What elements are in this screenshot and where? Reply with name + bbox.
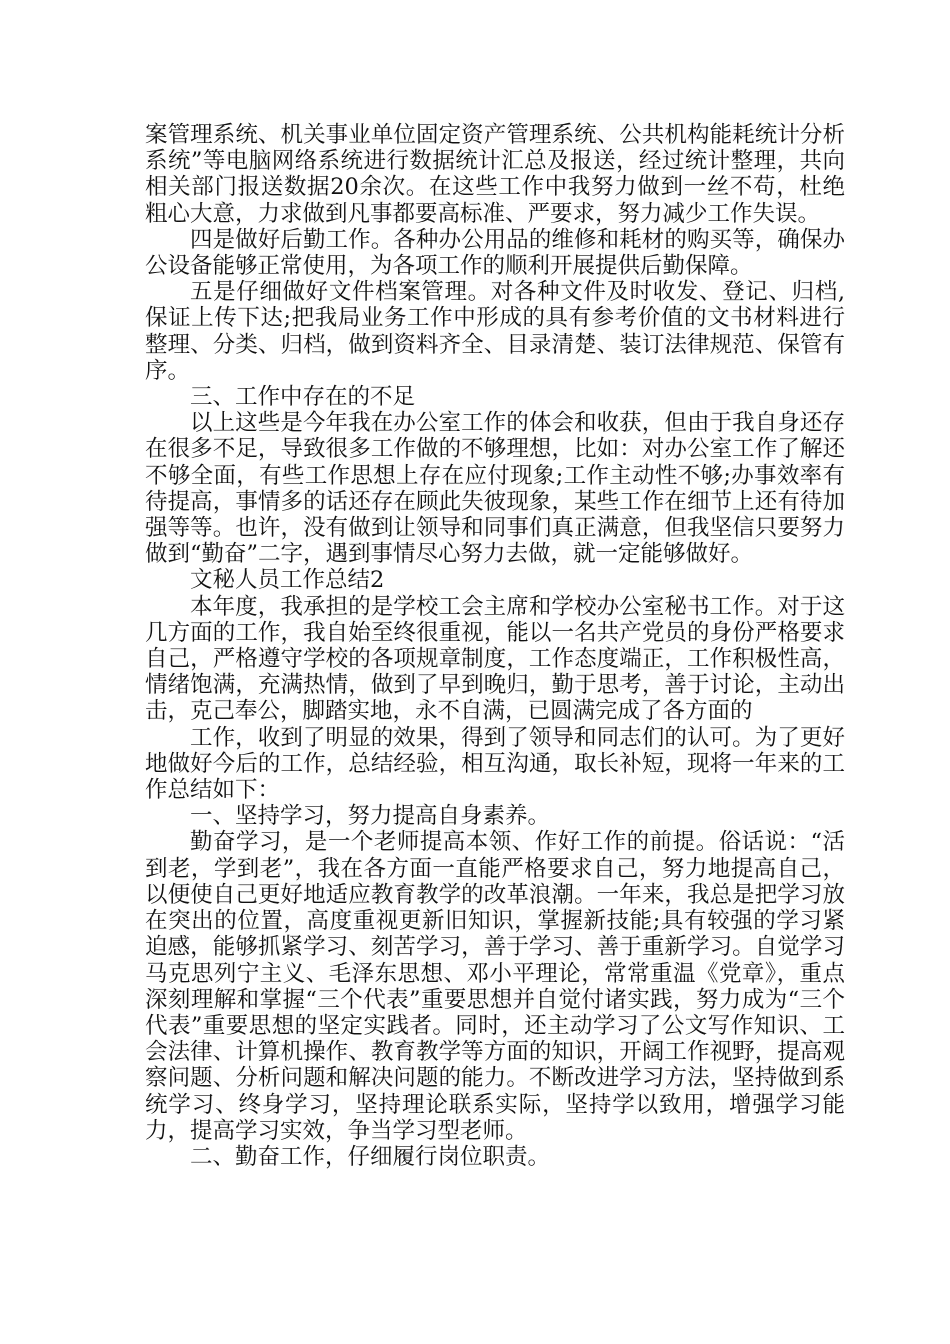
paragraph-3: 五是仔细做好文件档案管理。对各种文件及时收发、登记、归档,保证上传下达;把我局业务工作中形成的具有参考价值的文书材料进行整理、分类、归档，做到资料齐全、目录清楚、装订法律规范、保管有序。: [145, 279, 845, 384]
section-heading-3: 三、工作中存在的不足: [190, 384, 416, 411]
paragraph-5: 以上这些是今年我在办公室工作的体会和收获，但由于我自身还存在很多不足，导致很多工作做的不够理想，比如：对办公室工作了解还不够全面，有些工作思想上存在应付现象;工作主动性不够;办事效率有待提高，事情多的话还存在顾此失彼现象，某些工作在细节上还有待加强等等。也许，没有做到让领导和同事们真正满意，但我坚信只要努力做到“勤奋”二字，遇到事情尽心努力去做，就一定能够做好。: [145, 410, 845, 568]
section-heading-1: 一、坚持学习，努力提高自身素养。: [190, 803, 551, 830]
paragraph-8: 工作，收到了明显的效果，得到了领导和同志们的认可。为了更好地做好今后的工作，总结经验，相互沟通，取长补短，现将一年来的工作总结如下：: [145, 724, 845, 804]
paragraph-10: 勤奋学习，是一个老师提高本领、作好工作的前提。俗话说：“活到老，学到老”，我在各方面一直能严格要求自己，努力地提高自己，以便使自己更好地适应教育教学的改革浪潮。一年来，我总是把学习放在突出的位置，高度重视更新旧知识，掌握新技能;具有较强的学习紧迫感，能够抓紧学习、刻苦学习，善于学习、善于重新学习。自觉学习马克思列宁主义、毛泽东思想、邓小平理论，常常重温《党章》，重点深刻理解和掌握“三个代表”重要思想并自觉付诸实践，努力成为“三个代表”重要思想的坚定实践者。同时，还主动学习了公文写作知识、工会法律、计算机操作、教育教学等方面的知识，开阔工作视野，提高观察问题、分析问题和解决问题的能力。不断改进学习方法，坚持做到系统学习、终身学习，坚持理论联系实际，坚持学以致用，增强学习能力，提高学习实效，争当学习型老师。: [145, 829, 845, 1144]
paragraph-7: 本年度，我承担的是学校工会主席和学校办公室秘书工作。对于这几方面的工作，我自始至终很重视，能以一名共产党员的身份严格要求自己，严格遵守学校的各项规章制度，工作态度端正，工作积极性高，情绪饱满，充满热情，做到了早到晚归，勤于思考，善于讨论，主动出击，克己奉公，脚踏实地，永不自满，已圆满完成了各方面的: [145, 593, 845, 725]
section-heading-2: 二、勤奋工作，仔细履行岗位职责。: [190, 1143, 551, 1170]
paragraph-1: 案管理系统、机关事业单位固定资产管理系统、公共机构能耗统计分析系统”等电脑网络系统进行数据统计汇总及报送，经过统计整理，共向相关部门报送数据20余次。在这些工作中我努力做到一丝不苟，杜绝粗心大意，力求做到凡事都要高标准、严要求，努力减少工作失误。: [145, 122, 845, 227]
paragraph-2: 四是做好后勤工作。各种办公用品的维修和耗材的购买等，确保办公设备能够正常使用，为各项工作的顺利开展提供后勤保障。: [145, 226, 845, 280]
document-body: [145, 122, 845, 1170]
document-title-2: 文秘人员工作总结2: [190, 567, 385, 594]
